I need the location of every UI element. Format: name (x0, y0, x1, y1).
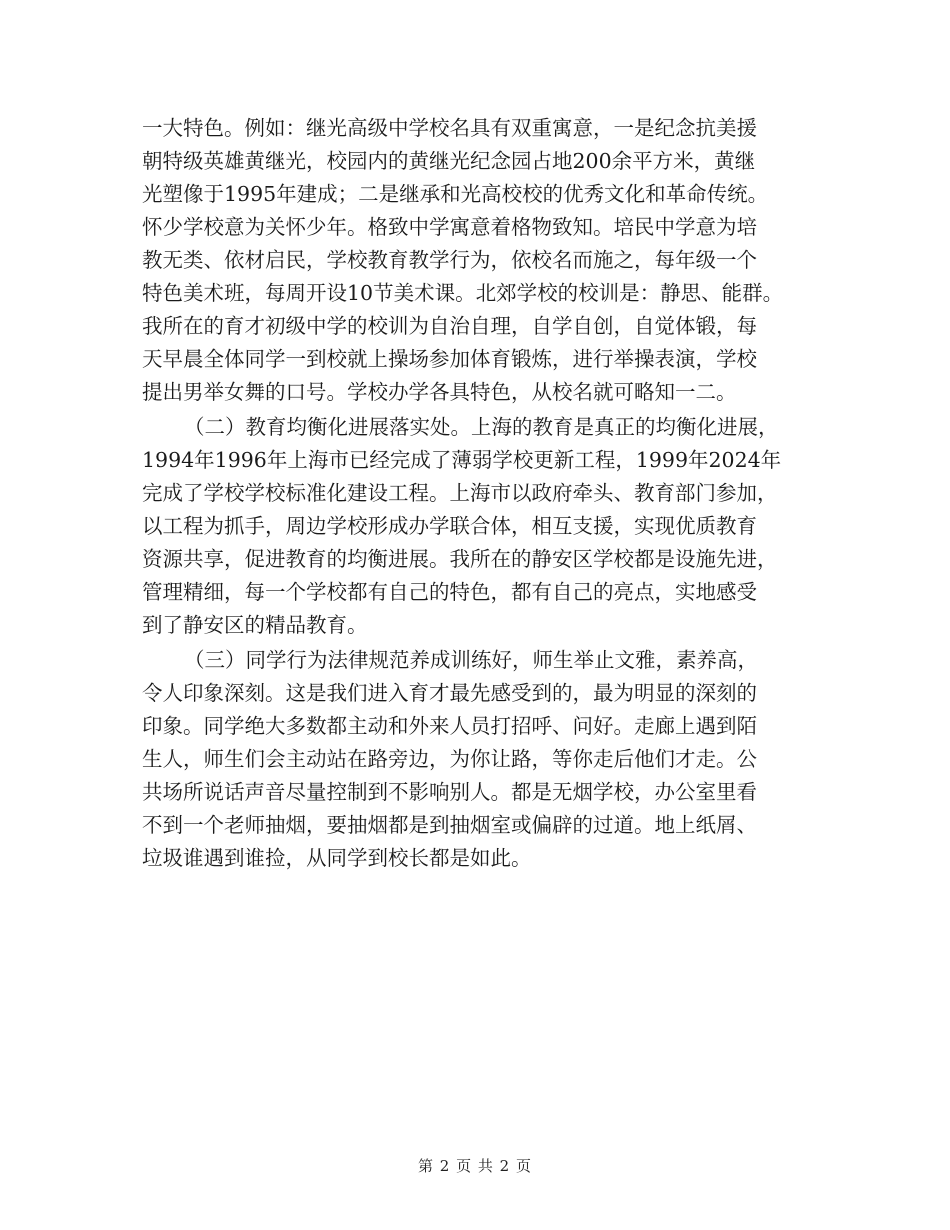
page-number: 第 2 页 共 2 页 (418, 1157, 532, 1175)
text-line: 令人印象深刻。这是我们进入育才最先感受到的，最为明显的深刻的 (142, 681, 757, 705)
page-footer (0, 1155, 950, 1176)
text-line: 我所在的育才初级中学的校训为自治自理，自学自创，自觉体锻，每 (142, 314, 757, 338)
text-line: 以工程为抓手，周边学校形成办学联合体，相互支援，实现优质教育 (142, 514, 757, 538)
text-line: 垃圾谁遇到谁捡，从同学到校长都是如此。 (142, 846, 532, 870)
paragraph-2 (142, 411, 822, 642)
text-line: 管理精细，每一个学校都有自己的特色，都有自己的亮点，实地感受 (142, 580, 757, 604)
text-line: 怀少学校意为关怀少年。格致中学寓意着格物致知。培民中学意为培 (142, 215, 757, 239)
text-line: 朝特级英雄黄继光，校园内的黄继光纪念园占地200余平方米，黄继 (142, 149, 756, 173)
text-line: 资源共享，促进教育的均衡进展。我所在的静安区学校都是设施先进， (142, 547, 778, 571)
text-line: 1994年1996年上海市已经完成了薄弱学校更新工程，1999年2024年 (142, 448, 782, 472)
text-line: （二）教育均衡化进展落实处。上海的教育是真正的均衡化进展， (184, 415, 779, 439)
text-line: 生人，师生们会主动站在路旁边，为你让路，等你走后他们才走。公 (142, 747, 757, 771)
text-line: 印象。同学绝大多数都主动和外来人员打招呼、问好。走廊上遇到陌 (142, 714, 757, 738)
text-line: 共场所说话声音尽量控制到不影响别人。都是无烟学校，办公室里看 (142, 780, 757, 804)
text-line: 提出男举女舞的口号。学校办学各具特色，从校名就可略知一二。 (142, 380, 737, 404)
text-line: 到了静安区的精品教育。 (142, 613, 368, 637)
document-body (142, 112, 822, 877)
text-line: 不到一个老师抽烟，要抽烟都是到抽烟室或偏辟的过道。地上纸屑、 (142, 813, 757, 837)
text-line: （三）同学行为法律规范养成训练好，师生举止文雅，素养高， (184, 648, 758, 672)
paragraph-3 (142, 644, 822, 875)
text-line: 完成了学校学校标准化建设工程。上海市以政府牵头、教育部门参加， (142, 481, 778, 505)
text-line: 特色美术班，每周开设10节美术课。北郊学校的校训是：静思、能群。 (142, 281, 784, 305)
text-line: 天早晨全体同学一到校就上操场参加体育锻炼，进行举操表演，学校 (142, 347, 757, 371)
text-line: 光塑像于1995年建成；二是继承和光高校校的优秀文化和革命传统。 (142, 182, 769, 206)
text-line: 教无类、依材启民，学校教育教学行为，依校名而施之，每年级一个 (142, 248, 757, 272)
text-line: 一大特色。例如：继光高级中学校名具有双重寓意，一是纪念抗美援 (142, 116, 757, 140)
paragraph-1 (142, 112, 822, 409)
